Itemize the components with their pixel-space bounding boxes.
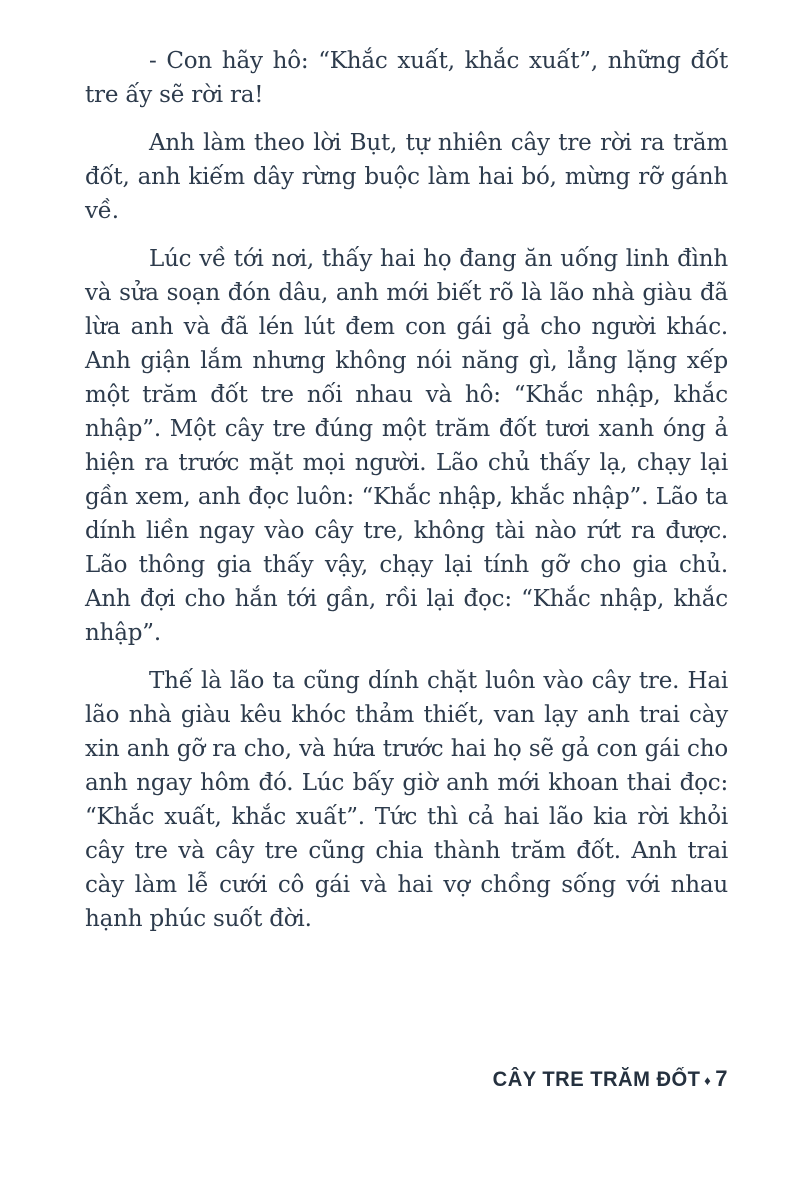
story-paragraph: Anh làm theo lời Bụt, tự nhiên cây tre rời ra trăm đốt, anh kiếm dây rừng buộc làm hai bó, mừng rỡ gánh về. xyxy=(85,130,728,224)
running-title: CÂY TRE TRĂM ĐỐT xyxy=(492,1068,701,1091)
story-paragraph-dialogue: - Con hãy hô: “Khắc xuất, khắc xuất”, những đốt tre ấy sẽ rời ra! xyxy=(85,48,728,108)
page-footer xyxy=(484,1066,728,1092)
story-text-block xyxy=(85,44,728,950)
story-paragraph: Thế là lão ta cũng dính chặt luôn vào cây tre. Hai lão nhà giàu kêu khóc thảm thiết, van lạy anh trai cày xin anh gỡ ra cho, và hứa trước hai họ sẽ gả con gái cho anh ngay hôm đó. Lúc bấy giờ anh mới khoan thai đọc: “Khắc xuất, khắc xuất”. Tức thì cả hai lão kia rời khỏi cây tre và cây tre cũng chia thành trăm đốt. Anh trai cày làm lễ cưới cô gái và hai vợ chồng sống với nhau hạnh phúc suốt đời. xyxy=(85,668,728,932)
page-number: 7 xyxy=(715,1066,728,1091)
story-paragraph: Lúc về tới nơi, thấy hai họ đang ăn uống linh đình và sửa soạn đón dâu, anh mới biết rõ là lão nhà giàu đã lừa anh và đã lén lút đem con gái gả cho người khác. Anh giận lắm nhưng không nói năng gì, lẳng lặng xếp một trăm đốt tre nối nhau và hô: “Khắc nhập, khắc nhập”. Một cây tre đúng một trăm đốt tươi xanh óng ả hiện ra trước mặt mọi người. Lão chủ thấy lạ, chạy lại gần xem, anh đọc luôn: “Khắc nhập, khắc nhập”. Lão ta dính liền ngay vào cây tre, không tài nào rứt ra được. Lão thông gia thấy vậy, chạy lại tính gỡ cho gia chủ. Anh đợi cho hắn tới gần, rồi lại đọc: “Khắc nhập, khắc nhập”. xyxy=(85,246,728,646)
leaf-icon: ♦ xyxy=(704,1073,712,1088)
